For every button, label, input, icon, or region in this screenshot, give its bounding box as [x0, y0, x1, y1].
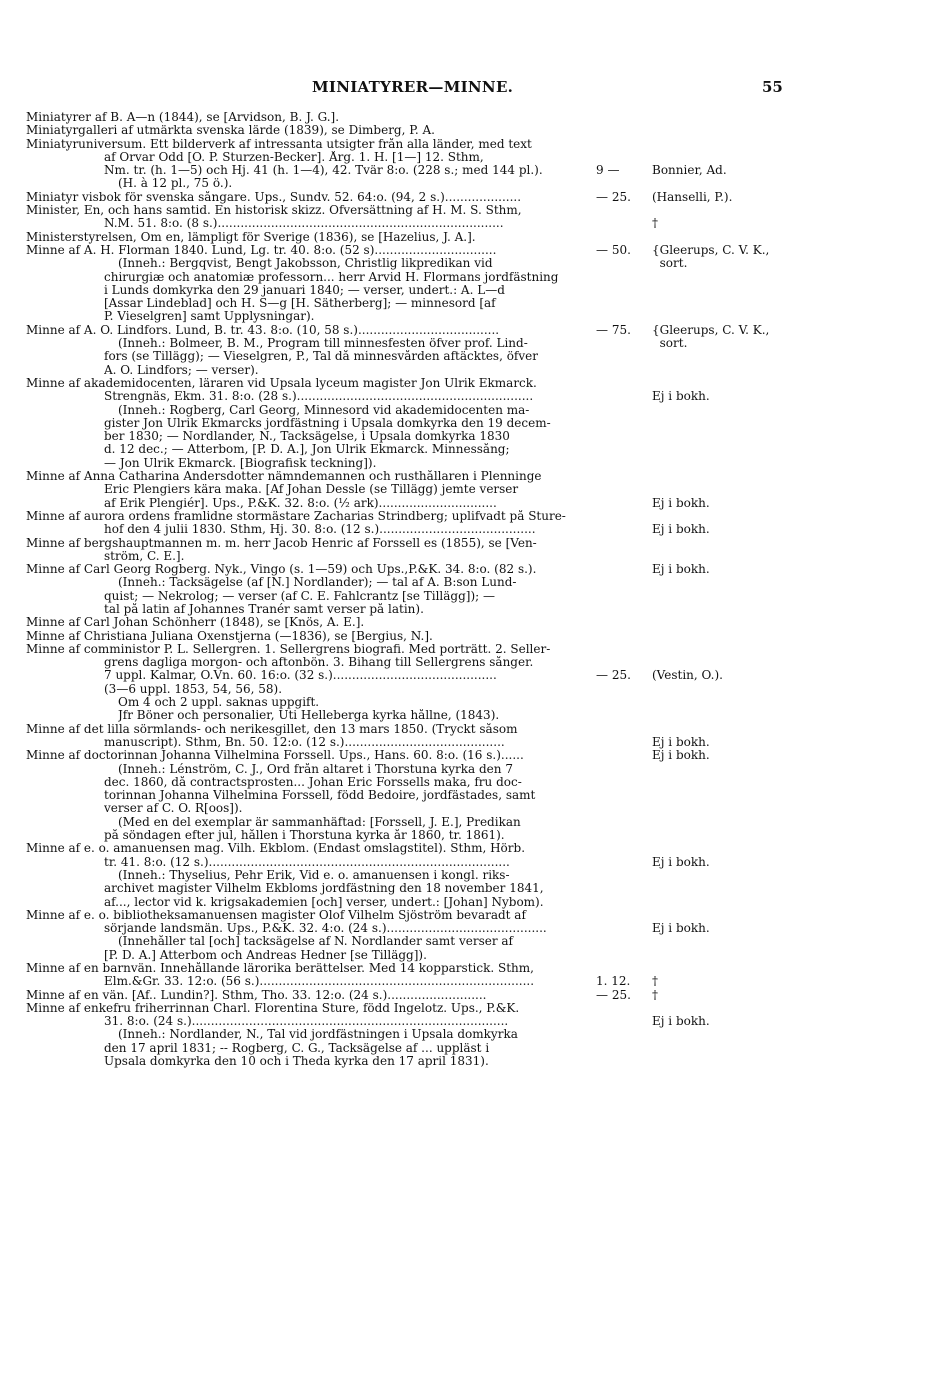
entry-publisher: sort. — [652, 256, 688, 271]
entry-publisher: (Vestin, O.). — [652, 668, 723, 683]
entry-price: 9 — — [596, 163, 620, 178]
entry-text: quist; — Nekrolog; — verser (af C. E. Fahlcrantz [se Tillägg]); — — [104, 589, 495, 603]
entry-publisher: Ej i bokh. — [652, 1014, 710, 1029]
entry-line — [0, 696, 928, 709]
entry-line — [0, 497, 928, 510]
entry-text: (H. à 12 pl., 75 ö.). — [118, 177, 233, 191]
entry-line — [0, 989, 928, 1002]
entry-publisher: Bonnier, Ad. — [652, 163, 727, 178]
entry-line — [0, 1042, 928, 1055]
entry-text: Upsala domkyrka den 10 och i Theda kyrka den 17 april 1831). — [104, 1055, 489, 1069]
entry-text: A. O. Lindfors; — verser). — [104, 363, 259, 377]
entry-publisher: sort. — [652, 336, 688, 351]
entry-line — [0, 244, 928, 257]
entry-text: (Inneh.: Bolmeer, B. M., Program till minnesfesten öfver prof. Lind- — [118, 337, 528, 351]
entry-text: 7 uppl. Kalmar, O.Vn. 60. 16:o. (32 s.)........................................... — [104, 669, 497, 683]
entry-text: Miniatyr visbok för svenska sångare. Ups., Sundv. 52. 64:o. (94, 2 s.).................... — [26, 190, 522, 204]
entry-line — [0, 643, 928, 656]
entry-line — [0, 896, 928, 909]
entry-publisher: {Gleerups, C. V. K., — [652, 242, 770, 257]
entry-line — [0, 882, 928, 895]
entry-text: archivet magister Vilhelm Ekbloms jordfästning den 18 november 1841, — [104, 882, 544, 896]
entry-text: dec. 1860, då contractsprosten... Johan Eric Forssells maka, fru doc- — [104, 775, 522, 789]
entry-line — [0, 417, 928, 430]
entry-text: (Inneh.: Tacksägelse (af [N.] Nordlander); — tal af A. B:son Lund- — [118, 576, 517, 590]
entry-text: Nm. tr. (h. 1—5) och Hj. 41 (h. 1—4), 42. Tvär 8:o. (228 s.; med 144 pl.). — [104, 164, 543, 178]
entry-text: Jfr Böner och personalier, Uti Helleberga kyrka hållne, (1843). — [118, 709, 500, 723]
entry-line — [0, 138, 928, 151]
entry-text: Miniatyruniversum. Ett bilderverk af intressanta utsigter från alla länder, med text — [26, 137, 532, 151]
entry-publisher: † — [652, 987, 658, 1002]
entry-text: [Assar Lindeblad] och H. S—g [H. Sätherberg]; — minnesord [af — [104, 297, 496, 311]
entry-text: (3—6 uppl. 1853, 54, 56, 58). — [104, 682, 283, 696]
entry-line — [0, 789, 928, 802]
entry-publisher: Ej i bokh. — [652, 389, 710, 404]
entry-text: fors (se Tillägg); — Vieselgren, P., Tal då minnesvården aftäcktes, öfver — [104, 350, 538, 364]
entry-text: Miniatyrgalleri af utmärkta svenska lärde (1839), se Dimberg, P. A. — [26, 124, 435, 138]
entry-line — [0, 217, 928, 230]
entry-publisher: Ej i bokh. — [652, 921, 710, 936]
entry-line — [0, 709, 928, 722]
entry-line — [0, 111, 928, 124]
entry-text: Minne af Carl Johan Schönherr (1848), se [Knös, A. E.]. — [26, 616, 365, 630]
entry-publisher: {Gleerups, C. V. K., — [652, 322, 770, 337]
entry-text: (Inneh.: Lénström, C. J., Ord från altaret i Thorstuna kyrka den 7 — [118, 762, 513, 776]
entry-line — [0, 749, 928, 762]
entry-publisher: Ej i bokh. — [652, 734, 710, 749]
entry-line — [0, 922, 928, 935]
entry-publisher: Ej i bokh. — [652, 748, 710, 763]
entry-text: P. Vieselgren] samt Upplysningar). — [104, 310, 315, 324]
entry-line — [0, 909, 928, 922]
entry-text: (Innehåller tal [och] tacksägelse af N. Nordlander samt verser af — [118, 935, 513, 949]
entry-line — [0, 324, 928, 337]
catalog-entries — [0, 111, 928, 1068]
entry-line — [0, 962, 928, 975]
entry-text: af Erik Plengiér]. Ups., P.&K. 32. 8:o. (½ ark)............................... — [104, 496, 497, 510]
entry-line — [0, 975, 928, 988]
entry-text: sörjande landsmän. Ups., P.&K. 32. 4:o. (24 s.).......................................... — [104, 922, 547, 936]
entry-line — [0, 590, 928, 603]
entry-line — [0, 124, 928, 137]
entry-text: i Lunds domkyrka den 29 januari 1840; — verser, undert.: A. L—d — [104, 283, 505, 297]
entry-line — [0, 576, 928, 589]
entry-line — [0, 1055, 928, 1068]
entry-price: — 75. — [596, 322, 631, 337]
entry-line — [0, 523, 928, 536]
entry-text: Minne af bergshauptmannen m. m. herr Jacob Henric af Forssell es (1855), se [Ven- — [26, 536, 537, 550]
entry-text: Minne af e. o. bibliotheksamanuensen magister Olof Vilhelm Sjöström bevaradt af — [26, 908, 526, 922]
entry-line — [0, 563, 928, 576]
entry-text: Minne af akademidocenten, läraren vid Upsala lyceum magister Jon Ulrik Ekmarck. — [26, 376, 537, 390]
entry-line — [0, 683, 928, 696]
entry-line — [0, 1028, 928, 1041]
entry-text: verser af C. O. R[oos]). — [104, 802, 243, 816]
entry-line — [0, 483, 928, 496]
entry-text: chirurgiæ och anatomiæ professorn... herr Arvid H. Flormans jordfästning — [104, 270, 559, 284]
entry-line — [0, 603, 928, 616]
entry-line — [0, 350, 928, 363]
entry-text: Miniatyrer af B. A—n (1844), se [Arvidson, B. J. G.]. — [26, 111, 340, 124]
entry-text: hof den 4 julii 1830. Sthm, Hj. 30. 8:o. (12 s.)......................................... — [104, 523, 536, 537]
entry-line — [0, 669, 928, 682]
entry-text: ber 1830; — Nordlander, N., Tacksägelse, i Upsala domkyrka 1830 — [104, 430, 510, 444]
entry-text: Strengnäs, Ekm. 31. 8:o. (28 s.).............................................................. — [104, 390, 534, 404]
entry-line — [0, 390, 928, 403]
entry-text: Om 4 och 2 uppl. saknas uppgift. — [118, 696, 320, 710]
entry-line — [0, 776, 928, 789]
entry-text: Eric Plengiers kära maka. [Af Johan Dessle (se Tillägg) jemte verser — [104, 483, 519, 497]
entry-line — [0, 1015, 928, 1028]
entry-text: Minne af enkefru friherrinnan Charl. Florentina Sture, född Ingelotz. Ups., P.&K. — [26, 1001, 520, 1015]
entry-text: d. 12 dec.; — Atterbom, [P. D. A.], Jon Ulrik Ekmarck. Minnessång; — [104, 443, 510, 457]
entry-text: Minne af comministor P. L. Sellergren. 1. Sellergrens biografi. Med porträtt. 2. Seller- — [26, 642, 551, 656]
entry-text: af Orvar Odd [O. P. Sturzen-Becker]. Årg. 1. H. [1—] 12. Sthm, — [104, 150, 484, 164]
entry-line — [0, 616, 928, 629]
entry-line — [0, 829, 928, 842]
entry-text: Minne af A. O. Lindfors. Lund, B. tr. 43. 8:o. (10, 58 s.)..................................... — [26, 323, 500, 337]
entry-line — [0, 630, 928, 643]
entry-text: ström, C. E.]. — [104, 549, 185, 563]
entry-publisher: Ej i bokh. — [652, 522, 710, 537]
entry-line — [0, 377, 928, 390]
entry-text: N.M. 51. 8:o. (8 s.)........................................................................... — [104, 217, 504, 231]
entry-line — [0, 856, 928, 869]
entry-line — [0, 537, 928, 550]
entry-text: gister Jon Ulrik Ekmarcks jordfästning i Upsala domkyrka den 19 decem- — [104, 416, 551, 430]
entry-text: (Inneh.: Nordlander, N., Tal vid jordfästningen i Upsala domkyrka — [118, 1028, 518, 1042]
entry-line — [0, 257, 928, 270]
entry-publisher: Ej i bokh. — [652, 495, 710, 510]
entry-text: Minne af e. o. amanuensen mag. Vilh. Ekblom. (Endast omslagstitel). Sthm, Hörb. — [26, 842, 526, 856]
entry-text: tr. 41. 8:o. (12 s.)............................................................................... — [104, 855, 510, 869]
entry-line — [0, 723, 928, 736]
entry-line — [0, 204, 928, 217]
entry-text: Minne af det lilla sörmlands- och nerikesgillet, den 13 mars 1850. (Tryckt såsom — [26, 722, 518, 736]
entry-line — [0, 404, 928, 417]
entry-line — [0, 177, 928, 190]
entry-line — [0, 763, 928, 776]
page-header — [0, 78, 928, 100]
entry-price: — 50. — [596, 242, 631, 257]
entry-text: Minne af Carl Georg Rogberg. Nyk., Vingo (s. 1—59) och Ups.,P.&K. 34. 8:o. (82 s.). — [26, 563, 537, 577]
entry-price: — 25. — [596, 987, 631, 1002]
entry-publisher: † — [652, 216, 658, 231]
entry-line — [0, 364, 928, 377]
entry-text: den 17 april 1831; -- Rogberg, C. G., Tacksägelse af ... uppläst i — [104, 1041, 490, 1055]
entry-line — [0, 443, 928, 456]
entry-price: — 25. — [596, 189, 631, 204]
entry-text: Minne af en vän. [Af.. Lundin?]. Sthm, Tho. 33. 12:o. (24 s.).......................... — [26, 988, 487, 1002]
entry-line — [0, 457, 928, 470]
entry-text: Minister, En, och hans samtid. En historisk skizz. Öfversättning af H. M. S. Sthm, — [26, 204, 522, 218]
entry-text: (Inneh.: Bergqvist, Bengt Jakobsson, Christlig likpredikan vid — [118, 257, 493, 271]
entry-text: (Inneh.: Rogberg, Carl Georg, Minnesord vid akademidocenten ma- — [118, 403, 530, 417]
entry-line — [0, 284, 928, 297]
entry-price: 1. 12. — [596, 974, 631, 989]
entry-line — [0, 736, 928, 749]
entry-text: Elm.&Gr. 33. 12:o. (56 s.)........................................................................ — [104, 975, 535, 989]
entry-line — [0, 550, 928, 563]
entry-line — [0, 310, 928, 323]
entry-text: [P. D. A.] Atterbom och Andreas Hedner [se Tillägg]). — [104, 948, 427, 962]
entry-publisher: Ej i bokh. — [652, 854, 710, 869]
entry-text: på söndagen efter jul, hållen i Thorstuna kyrka år 1860, tr. 1861). — [104, 829, 505, 843]
entry-line — [0, 949, 928, 962]
entry-price: — 25. — [596, 668, 631, 683]
entry-line — [0, 430, 928, 443]
entry-text: — Jon Ulrik Ekmarck. [Biografisk teckning]). — [104, 456, 377, 470]
entry-text: Ministerstyrelsen, Om en, lämpligt för Sverige (1836), se [Hazelius, J. A.]. — [26, 230, 476, 244]
entry-line — [0, 191, 928, 204]
entry-line — [0, 935, 928, 948]
entry-line — [0, 842, 928, 855]
entry-publisher: Ej i bokh. — [652, 562, 710, 577]
entry-line — [0, 337, 928, 350]
entry-line — [0, 510, 928, 523]
entry-line — [0, 470, 928, 483]
entry-text: (Med en del exemplar är sammanhäftad: [Forssell, J. E.], Predikan — [118, 815, 521, 829]
entry-publisher: † — [652, 974, 658, 989]
entry-text: manuscript). Sthm, Bn. 50. 12:o. (12 s.).......................................... — [104, 735, 505, 749]
entry-line — [0, 1002, 928, 1015]
entry-text: Minne af en barnvän. Innehållande lärorika berättelser. Med 14 kopparstick. Sthm, — [26, 962, 534, 975]
entry-text: tal på latin af Johannes Tranér samt verser på latin). — [104, 602, 424, 616]
page-number: 55 — [762, 78, 783, 96]
entry-line — [0, 164, 928, 177]
entry-text: grens dagliga morgon- och aftonbön. 3. Bihang till Sellergrens sånger. — [104, 656, 534, 670]
entry-line — [0, 869, 928, 882]
entry-text: torinnan Johanna Vilhelmina Forssell, född Bedoire, jordfästades, samt — [104, 789, 536, 803]
entry-line — [0, 151, 928, 164]
entry-text: 31. 8:o. (24 s.)................................................................................... — [104, 1015, 509, 1029]
entry-line — [0, 656, 928, 669]
entry-text: Minne af doctorinnan Johanna Vilhelmina Forssell. Ups., Hans. 60. 8:o. (16 s.)...... — [26, 749, 524, 763]
entry-publisher: (Hanselli, P.). — [652, 189, 733, 204]
entry-text: Minne af aurora ordens framlidne stormästare Zacharias Strindberg; uplifvadt på Sture- — [26, 509, 566, 523]
entry-line — [0, 231, 928, 244]
page-title: MINIATYRER—MINNE. — [312, 78, 514, 96]
entry-line — [0, 816, 928, 829]
entry-text: Minne af Christiana Juliana Oxenstjerna (—1836), se [Bergius, N.]. — [26, 629, 433, 643]
entry-line — [0, 802, 928, 815]
entry-text: Minne af Anna Catharina Andersdotter nämndemannen och rusthållaren i Plenninge — [26, 470, 542, 484]
entry-line — [0, 271, 928, 284]
entry-text: af..., lector vid k. krigsakademien [och] verser, undert.: [Johan] Nybom). — [104, 895, 544, 909]
entry-text: Minne af A. H. Florman 1840. Lund, Lg. tr. 40. 8:o. (52 s)................................ — [26, 243, 497, 257]
entry-text: (Inneh.: Thyselius, Pehr Erik, Vid e. o. amanuensen i kongl. riks- — [118, 868, 510, 882]
entry-line — [0, 297, 928, 310]
